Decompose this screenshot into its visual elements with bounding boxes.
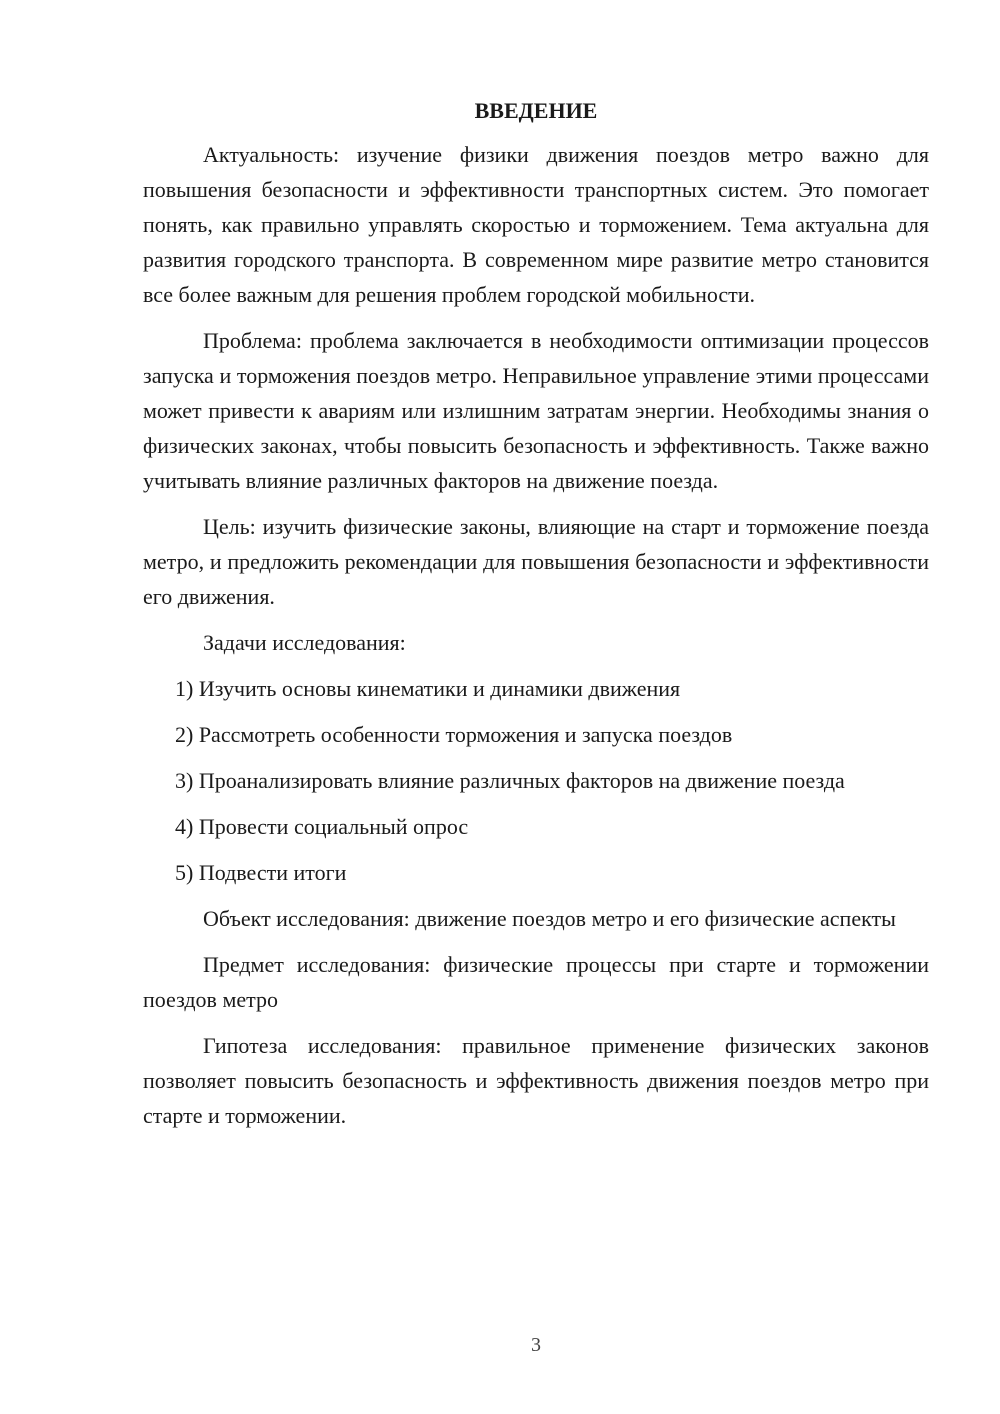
task-item-5: 5) Подвести итоги bbox=[175, 860, 347, 885]
task-item-2: 2) Рассмотреть особенности торможения и запуска поездов bbox=[175, 722, 733, 747]
task-item-3: 3) Проанализировать влияние различных факторов на движение поезда bbox=[175, 768, 845, 793]
paragraph-goal: Цель: изучить физические законы, влияющие на старт и торможение поезда метро, и предложить рекомендации для повышения безопасности и эффективности его движения. bbox=[143, 514, 929, 609]
paragraph-hypothesis: Гипотеза исследования: правильное применение физических законов позволяет повысить безопасность и эффективность движения поездов метро при старте и торможении. bbox=[143, 1033, 929, 1128]
paragraph-tasks-title: Задачи исследования: bbox=[203, 630, 406, 655]
section-heading: ВВЕДЕНИЕ bbox=[474, 98, 598, 123]
paragraph-object: Объект исследования: движение поездов метро и его физические аспекты bbox=[203, 906, 896, 931]
task-item-4: 4) Провести социальный опрос bbox=[175, 814, 469, 839]
page-number: 3 bbox=[531, 1334, 541, 1356]
paragraph-subject: Предмет исследования: физические процессы при старте и торможении поездов метро bbox=[143, 952, 929, 1012]
paragraph-relevance: Актуальность: изучение физики движения поездов метро важно для повышения безопасности и эффективности транспортных систем. Это помогает понять, как правильно управлять скоростью и торможением. Тема актуальна для развития городского транспорта. В современном мире развитие метро становится все более важным для решения проблем городской мобильности. bbox=[143, 142, 929, 307]
paragraph-problem: Проблема: проблема заключается в необходимости оптимизации процессов запуска и торможения поездов метро. Неправильное управление этими процессами может привести к авариям или излишним затратам энергии. Необходимы знания о физических законах, чтобы повысить безопасность и эффективность. Также важно учитывать влияние различных факторов на движение поезда. bbox=[143, 328, 929, 493]
task-item-1: 1) Изучить основы кинематики и динамики движения bbox=[175, 676, 681, 701]
document-page bbox=[143, 96, 929, 1144]
